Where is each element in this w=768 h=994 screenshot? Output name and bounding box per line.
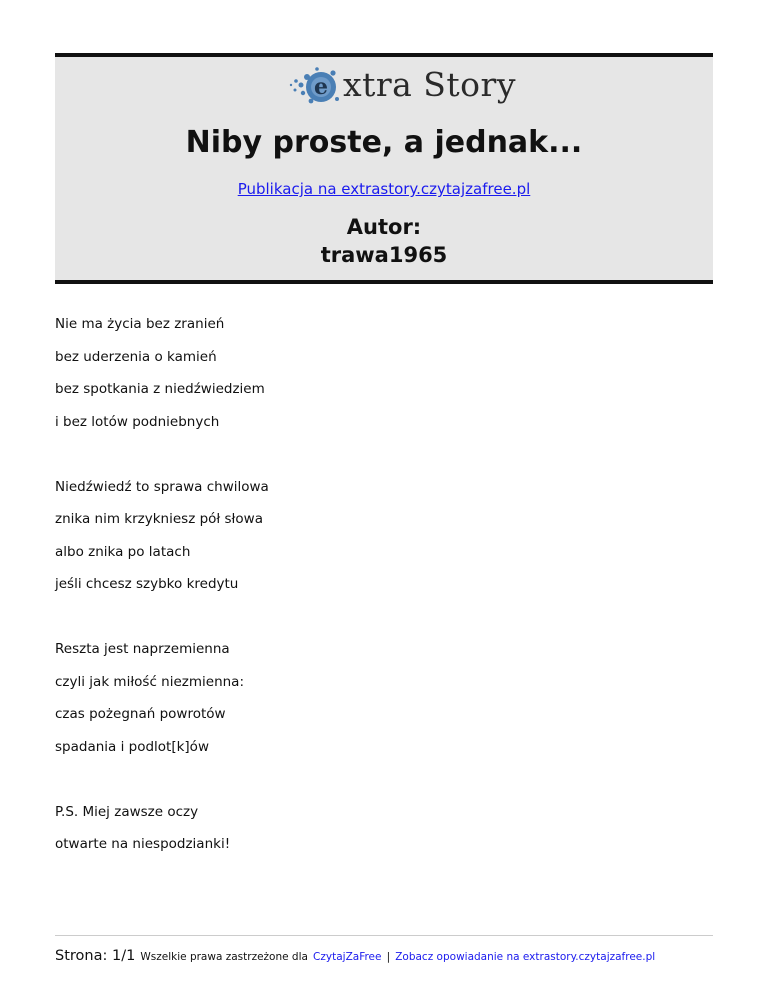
rights-text: Wszelkie prawa zastrzeżone dla	[140, 951, 308, 963]
author-name: trawa1965	[320, 243, 448, 267]
poem-line: Niedźwiedź to sprawa chwilowa	[55, 478, 269, 495]
publication-link[interactable]: Publikacja na extrastory.czytajzafree.pl	[237, 180, 531, 198]
poem-line: Reszta jest naprzemienna	[55, 641, 230, 657]
poem-line: bez uderzenia o kamień	[55, 348, 217, 365]
svg-text:e: e	[314, 74, 328, 100]
poem-line: znika nim krzykniesz pół słowa	[55, 511, 263, 527]
poem-stanza-gap	[55, 769, 715, 802]
poem-line: jeśli chcesz szybko kredytu	[55, 576, 239, 592]
publication-link-row	[55, 179, 713, 199]
poem-stanza-gap	[55, 607, 715, 640]
brand-link[interactable]: CzytajZaFree	[313, 951, 382, 963]
poem-stanza-gap	[55, 444, 715, 477]
poem-line: otwarte na niespodzianki!	[55, 836, 231, 852]
page-number: Strona: 1/1	[55, 948, 136, 964]
author-block	[55, 213, 713, 269]
story-link[interactable]: Zobacz opowiadanie na extrastory.czytajzafree.pl	[395, 951, 656, 963]
ink-splash-e-icon	[287, 63, 351, 109]
extra-story-logo[interactable]	[287, 63, 516, 109]
poem-line: albo znika po latach	[55, 543, 191, 560]
footer-separator: |	[386, 951, 391, 963]
story-header	[55, 53, 713, 284]
author-label: Autor:	[346, 215, 422, 239]
page-footer	[55, 944, 655, 968]
poem-line: i bez lotów podniebnych	[55, 413, 220, 430]
story-title: Niby proste, a jednak...	[185, 125, 583, 160]
footer-divider	[55, 935, 713, 936]
poem-line: czas pożegnań powrotów	[55, 706, 226, 722]
poem-line: bez spotkania z niedźwiedziem	[55, 381, 265, 397]
poem-line: spadania i podlot[k]ów	[55, 738, 209, 755]
poem-line: Nie ma życia bez zranień	[55, 316, 225, 332]
poem-line: czyli jak miłość niezmienna:	[55, 673, 245, 690]
logo-text: xtra Story	[343, 65, 516, 104]
poem-body	[55, 314, 715, 867]
poem-line: P.S. Miej zawsze oczy	[55, 803, 199, 820]
